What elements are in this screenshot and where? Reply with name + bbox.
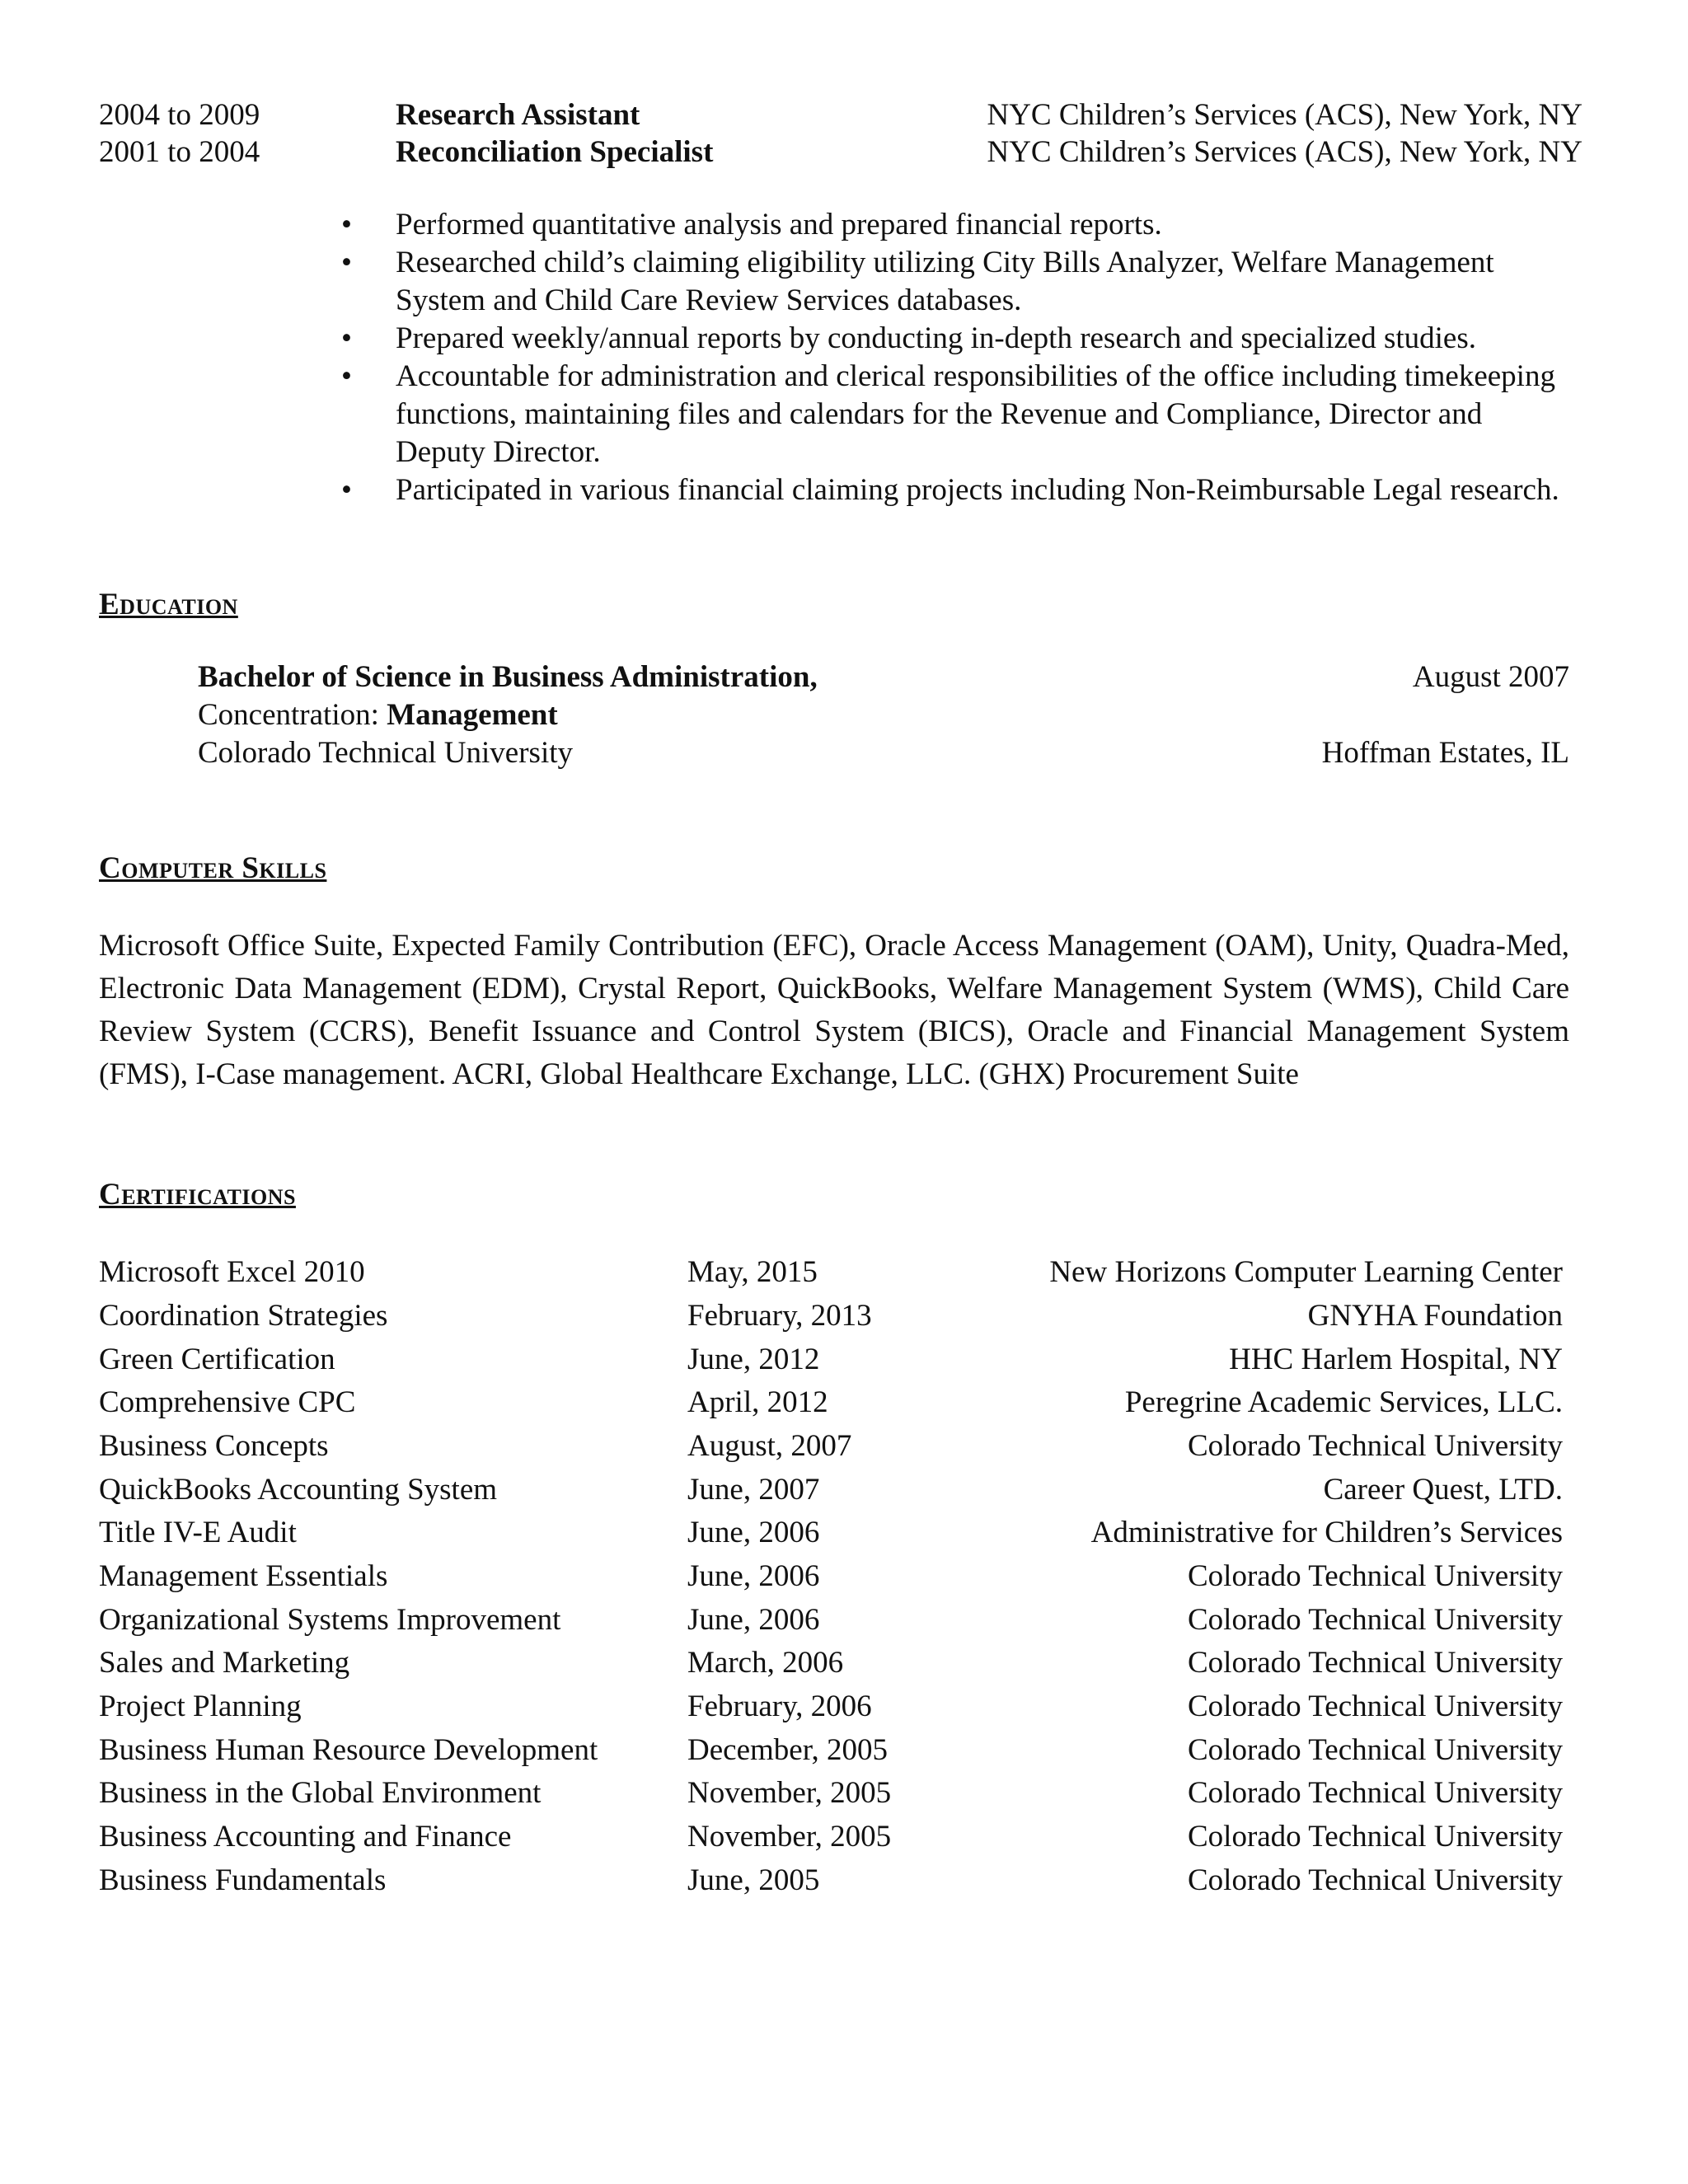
bullet-icon: • <box>341 246 352 279</box>
certification-name: Microsoft Excel 2010 <box>99 1255 365 1290</box>
table-row <box>99 1555 1569 1599</box>
certification-name: Business Accounting and Finance <box>99 1820 512 1854</box>
certification-issuer: Colorado Technical University <box>1187 1690 1563 1724</box>
degree-date: August 2007 <box>1412 660 1569 694</box>
certification-name: Sales and Marketing <box>99 1646 350 1680</box>
certification-issuer: Colorado Technical University <box>1187 1428 1563 1463</box>
certification-date: June, 2005 <box>687 1863 820 1897</box>
certification-name: QuickBooks Accounting System <box>99 1472 498 1507</box>
certifications-table <box>99 1251 1569 1902</box>
certification-date: June, 2012 <box>687 1342 820 1376</box>
computer-skills-heading: Computer Skills <box>99 851 327 885</box>
bullet-icon: • <box>341 208 352 241</box>
table-row <box>99 1381 1569 1425</box>
table-row <box>99 1859 1569 1903</box>
certification-date: February, 2006 <box>687 1690 872 1724</box>
certification-date: March, 2006 <box>687 1646 844 1680</box>
certification-issuer: Colorado Technical University <box>1187 1602 1563 1637</box>
certification-name: Project Planning <box>99 1690 302 1724</box>
bullet-icon: • <box>341 473 352 507</box>
table-row <box>99 1425 1569 1469</box>
bullet-text: Prepared weekly/annual reports by conducting in-depth research and specialized studies. <box>396 321 1476 355</box>
degree-name: Bachelor of Science in Business Administration, <box>198 660 818 694</box>
certification-name: Organizational Systems Improvement <box>99 1602 561 1637</box>
bullet-text: Accountable for administration and clerical responsibilities of the office including timekeeping functions, maintaining files and calendars for the Revenue and Compliance, Director and Deputy Director. <box>396 359 1555 469</box>
certification-issuer: New Horizons Computer Learning Center <box>1049 1255 1563 1290</box>
bullet-icon: • <box>341 359 352 393</box>
certification-date: June, 2006 <box>687 1516 820 1550</box>
table-row <box>99 1729 1569 1773</box>
table-row <box>99 1599 1569 1643</box>
table-row <box>99 1685 1569 1729</box>
certification-name: Coordination Strategies <box>99 1298 388 1333</box>
concentration <box>198 697 558 733</box>
school-row <box>198 735 1569 773</box>
certification-name: Business Human Resource Development <box>99 1732 598 1767</box>
certification-issuer: HHC Harlem Hospital, NY <box>1229 1342 1563 1376</box>
table-row <box>99 1251 1569 1295</box>
certification-issuer: Colorado Technical University <box>1187 1820 1563 1854</box>
list-item <box>341 206 1569 244</box>
list-item <box>341 244 1569 320</box>
certification-issuer: Colorado Technical University <box>1187 1863 1563 1897</box>
certification-name: Comprehensive CPC <box>99 1385 356 1420</box>
job-responsibilities-list <box>341 206 1569 509</box>
certification-name: Business Concepts <box>99 1428 329 1463</box>
concentration-label: Concentration: <box>198 698 379 732</box>
certification-issuer: Colorado Technical University <box>1187 1558 1563 1593</box>
table-row <box>99 1772 1569 1816</box>
bullet-text: Researched child’s claiming eligibility utilizing City Bills Analyzer, Welfare Management System and Child Care Review Services databases. <box>396 246 1494 317</box>
bullet-text: Participated in various financial claiming projects including Non-Reimbursable Legal research. <box>396 473 1559 507</box>
certification-issuer: Career Quest, LTD. <box>1323 1472 1563 1507</box>
job-title: Reconciliation Specialist <box>396 135 714 169</box>
certification-issuer: Colorado Technical University <box>1187 1646 1563 1680</box>
table-row <box>99 1816 1569 1859</box>
certification-issuer: Colorado Technical University <box>1187 1732 1563 1767</box>
job-organization: NYC Children’s Services (ACS), New York, NY <box>987 135 1582 169</box>
list-item <box>341 358 1569 471</box>
education-heading: Education <box>99 588 238 621</box>
job-dates: 2001 to 2004 <box>99 135 260 169</box>
school-location: Hoffman Estates, IL <box>1321 736 1569 770</box>
certification-name: Business in the Global Environment <box>99 1776 542 1811</box>
certification-date: May, 2015 <box>687 1255 818 1290</box>
certification-date: November, 2005 <box>687 1820 892 1854</box>
bullet-icon: • <box>341 321 352 355</box>
table-row <box>99 1295 1569 1338</box>
certification-date: June, 2006 <box>687 1602 820 1637</box>
certification-date: April, 2012 <box>687 1385 828 1420</box>
certification-date: November, 2005 <box>687 1776 892 1811</box>
certification-date: February, 2013 <box>687 1298 872 1333</box>
job-dates: 2004 to 2009 <box>99 98 260 132</box>
certification-date: June, 2006 <box>687 1558 820 1593</box>
certification-issuer: Peregrine Academic Services, LLC. <box>1124 1385 1563 1420</box>
table-row <box>99 1511 1569 1555</box>
certifications-heading: Certifications <box>99 1178 296 1212</box>
concentration-row <box>198 697 1569 735</box>
certification-issuer: Administrative for Children’s Services <box>1090 1516 1563 1550</box>
concentration-value: Management <box>387 698 558 732</box>
certification-issuer: GNYHA Foundation <box>1307 1298 1563 1333</box>
certification-issuer: Colorado Technical University <box>1187 1776 1563 1811</box>
computer-skills-text: Microsoft Office Suite, Expected Family Contribution (EFC), Oracle Access Management (OAM), Unity, Quadra-Med, Electronic Data Management (EDM), Crystal Report, QuickBooks, Welfare Management System (WMS), Child Care Review System (CCRS), Benefit Issuance and Control System (BICS), Oracle and Financial Management System (FMS), I-Case management. ACRI, Global Healthcare Exchange, LLC. (GHX) Procurement Suite <box>99 929 1569 1091</box>
job-row <box>99 97 1582 135</box>
certification-date: August, 2007 <box>687 1428 852 1463</box>
job-organization: NYC Children’s Services (ACS), New York, NY <box>987 98 1582 132</box>
certification-name: Green Certification <box>99 1342 335 1376</box>
certification-name: Management Essentials <box>99 1558 388 1593</box>
certification-name: Title IV-E Audit <box>99 1516 297 1550</box>
table-row <box>99 1468 1569 1511</box>
degree-row <box>198 659 1569 697</box>
list-item <box>341 320 1569 358</box>
job-row <box>99 134 1582 172</box>
certification-name: Business Fundamentals <box>99 1863 387 1897</box>
table-row <box>99 1338 1569 1381</box>
school-name: Colorado Technical University <box>198 736 574 770</box>
certification-date: June, 2007 <box>687 1472 820 1507</box>
list-item <box>341 471 1569 509</box>
certification-date: December, 2005 <box>687 1732 889 1767</box>
job-title: Research Assistant <box>396 98 640 132</box>
bullet-text: Performed quantitative analysis and prepared financial reports. <box>396 208 1162 241</box>
table-row <box>99 1642 1569 1685</box>
